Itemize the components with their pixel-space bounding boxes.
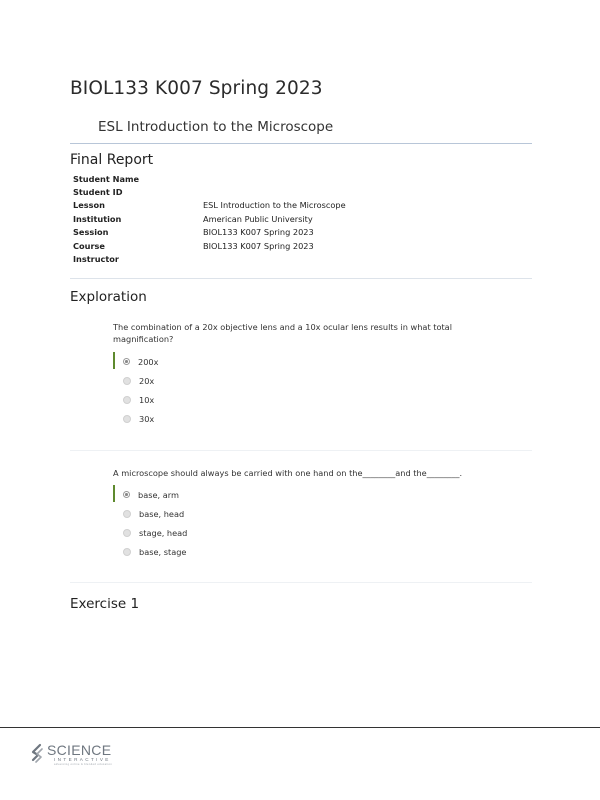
science-interactive-logo — [30, 743, 112, 767]
option-20x[interactable] — [113, 371, 158, 390]
option-label: stage, head — [139, 527, 188, 538]
info-label: Student ID — [73, 187, 123, 198]
option-label: 200x — [138, 356, 159, 367]
option-base-arm[interactable] — [113, 485, 187, 504]
info-label: Institution — [73, 213, 122, 224]
info-row-lesson — [73, 199, 346, 212]
option-base-head[interactable] — [113, 504, 187, 523]
question-2-text: A microscope should always be carried with one hand on the________and the________. — [113, 468, 463, 478]
option-label: base, head — [139, 508, 185, 519]
info-value: BIOL133 K007 Spring 2023 — [203, 227, 314, 238]
info-row-institution — [73, 212, 346, 225]
radio-unselected-icon[interactable] — [123, 415, 131, 423]
radio-unselected-icon[interactable] — [123, 510, 131, 518]
report-info-table — [73, 172, 346, 266]
question-1-options — [113, 352, 158, 428]
question-divider — [70, 450, 532, 451]
final-report-title: Final Report — [70, 152, 154, 168]
selected-answer-bar — [113, 485, 115, 502]
info-label: Student Name — [73, 173, 140, 184]
option-label: base, stage — [139, 546, 187, 557]
option-label: 10x — [139, 394, 155, 405]
radio-unselected-icon[interactable] — [123, 377, 131, 385]
option-10x[interactable] — [113, 390, 158, 409]
exploration-title: Exploration — [70, 289, 147, 305]
option-base-stage[interactable] — [113, 542, 187, 561]
option-label: 30x — [139, 413, 155, 424]
lesson-title: ESL Introduction to the Microscope — [98, 119, 334, 135]
science-interactive-logo-icon — [30, 743, 44, 765]
selected-answer-bar — [113, 352, 115, 369]
info-value: ESL Introduction to the Microscope — [203, 200, 346, 211]
info-row-session — [73, 226, 346, 239]
info-value: American Public University — [203, 213, 313, 224]
question-divider — [70, 582, 532, 583]
info-label: Session — [73, 227, 109, 238]
info-value: BIOL133 K007 Spring 2023 — [203, 240, 314, 251]
info-label: Course — [73, 240, 105, 251]
radio-selected-icon[interactable] — [123, 358, 130, 365]
option-label: base, arm — [138, 489, 179, 500]
lesson-title-divider — [70, 143, 532, 144]
question-2-options — [113, 485, 187, 561]
info-label: Instructor — [73, 254, 119, 265]
info-label: Lesson — [73, 200, 105, 211]
question-1-text: The combination of a 20x objective lens and a 10x ocular lens results in what total magnification? — [113, 322, 452, 344]
info-row-course — [73, 239, 346, 252]
option-label: 20x — [139, 375, 155, 386]
radio-unselected-icon[interactable] — [123, 529, 131, 537]
radio-selected-icon[interactable] — [123, 491, 130, 498]
logo-text-interactive: INTERACTIVE — [54, 757, 111, 762]
option-stage-head[interactable] — [113, 523, 187, 542]
info-row-student-name — [73, 172, 346, 185]
option-200x[interactable] — [113, 352, 158, 371]
option-30x[interactable] — [113, 409, 158, 428]
report-divider — [70, 278, 532, 279]
logo-text-science: SCIENCE — [47, 742, 112, 758]
footer-divider — [0, 727, 600, 728]
radio-unselected-icon[interactable] — [123, 548, 131, 556]
info-row-student-id — [73, 185, 346, 198]
logo-tagline: advancing online & blended education — [54, 763, 113, 766]
radio-unselected-icon[interactable] — [123, 396, 131, 404]
exercise-1-title: Exercise 1 — [70, 596, 140, 612]
course-title: BIOL133 K007 Spring 2023 — [70, 78, 323, 99]
info-row-instructor — [73, 252, 346, 265]
